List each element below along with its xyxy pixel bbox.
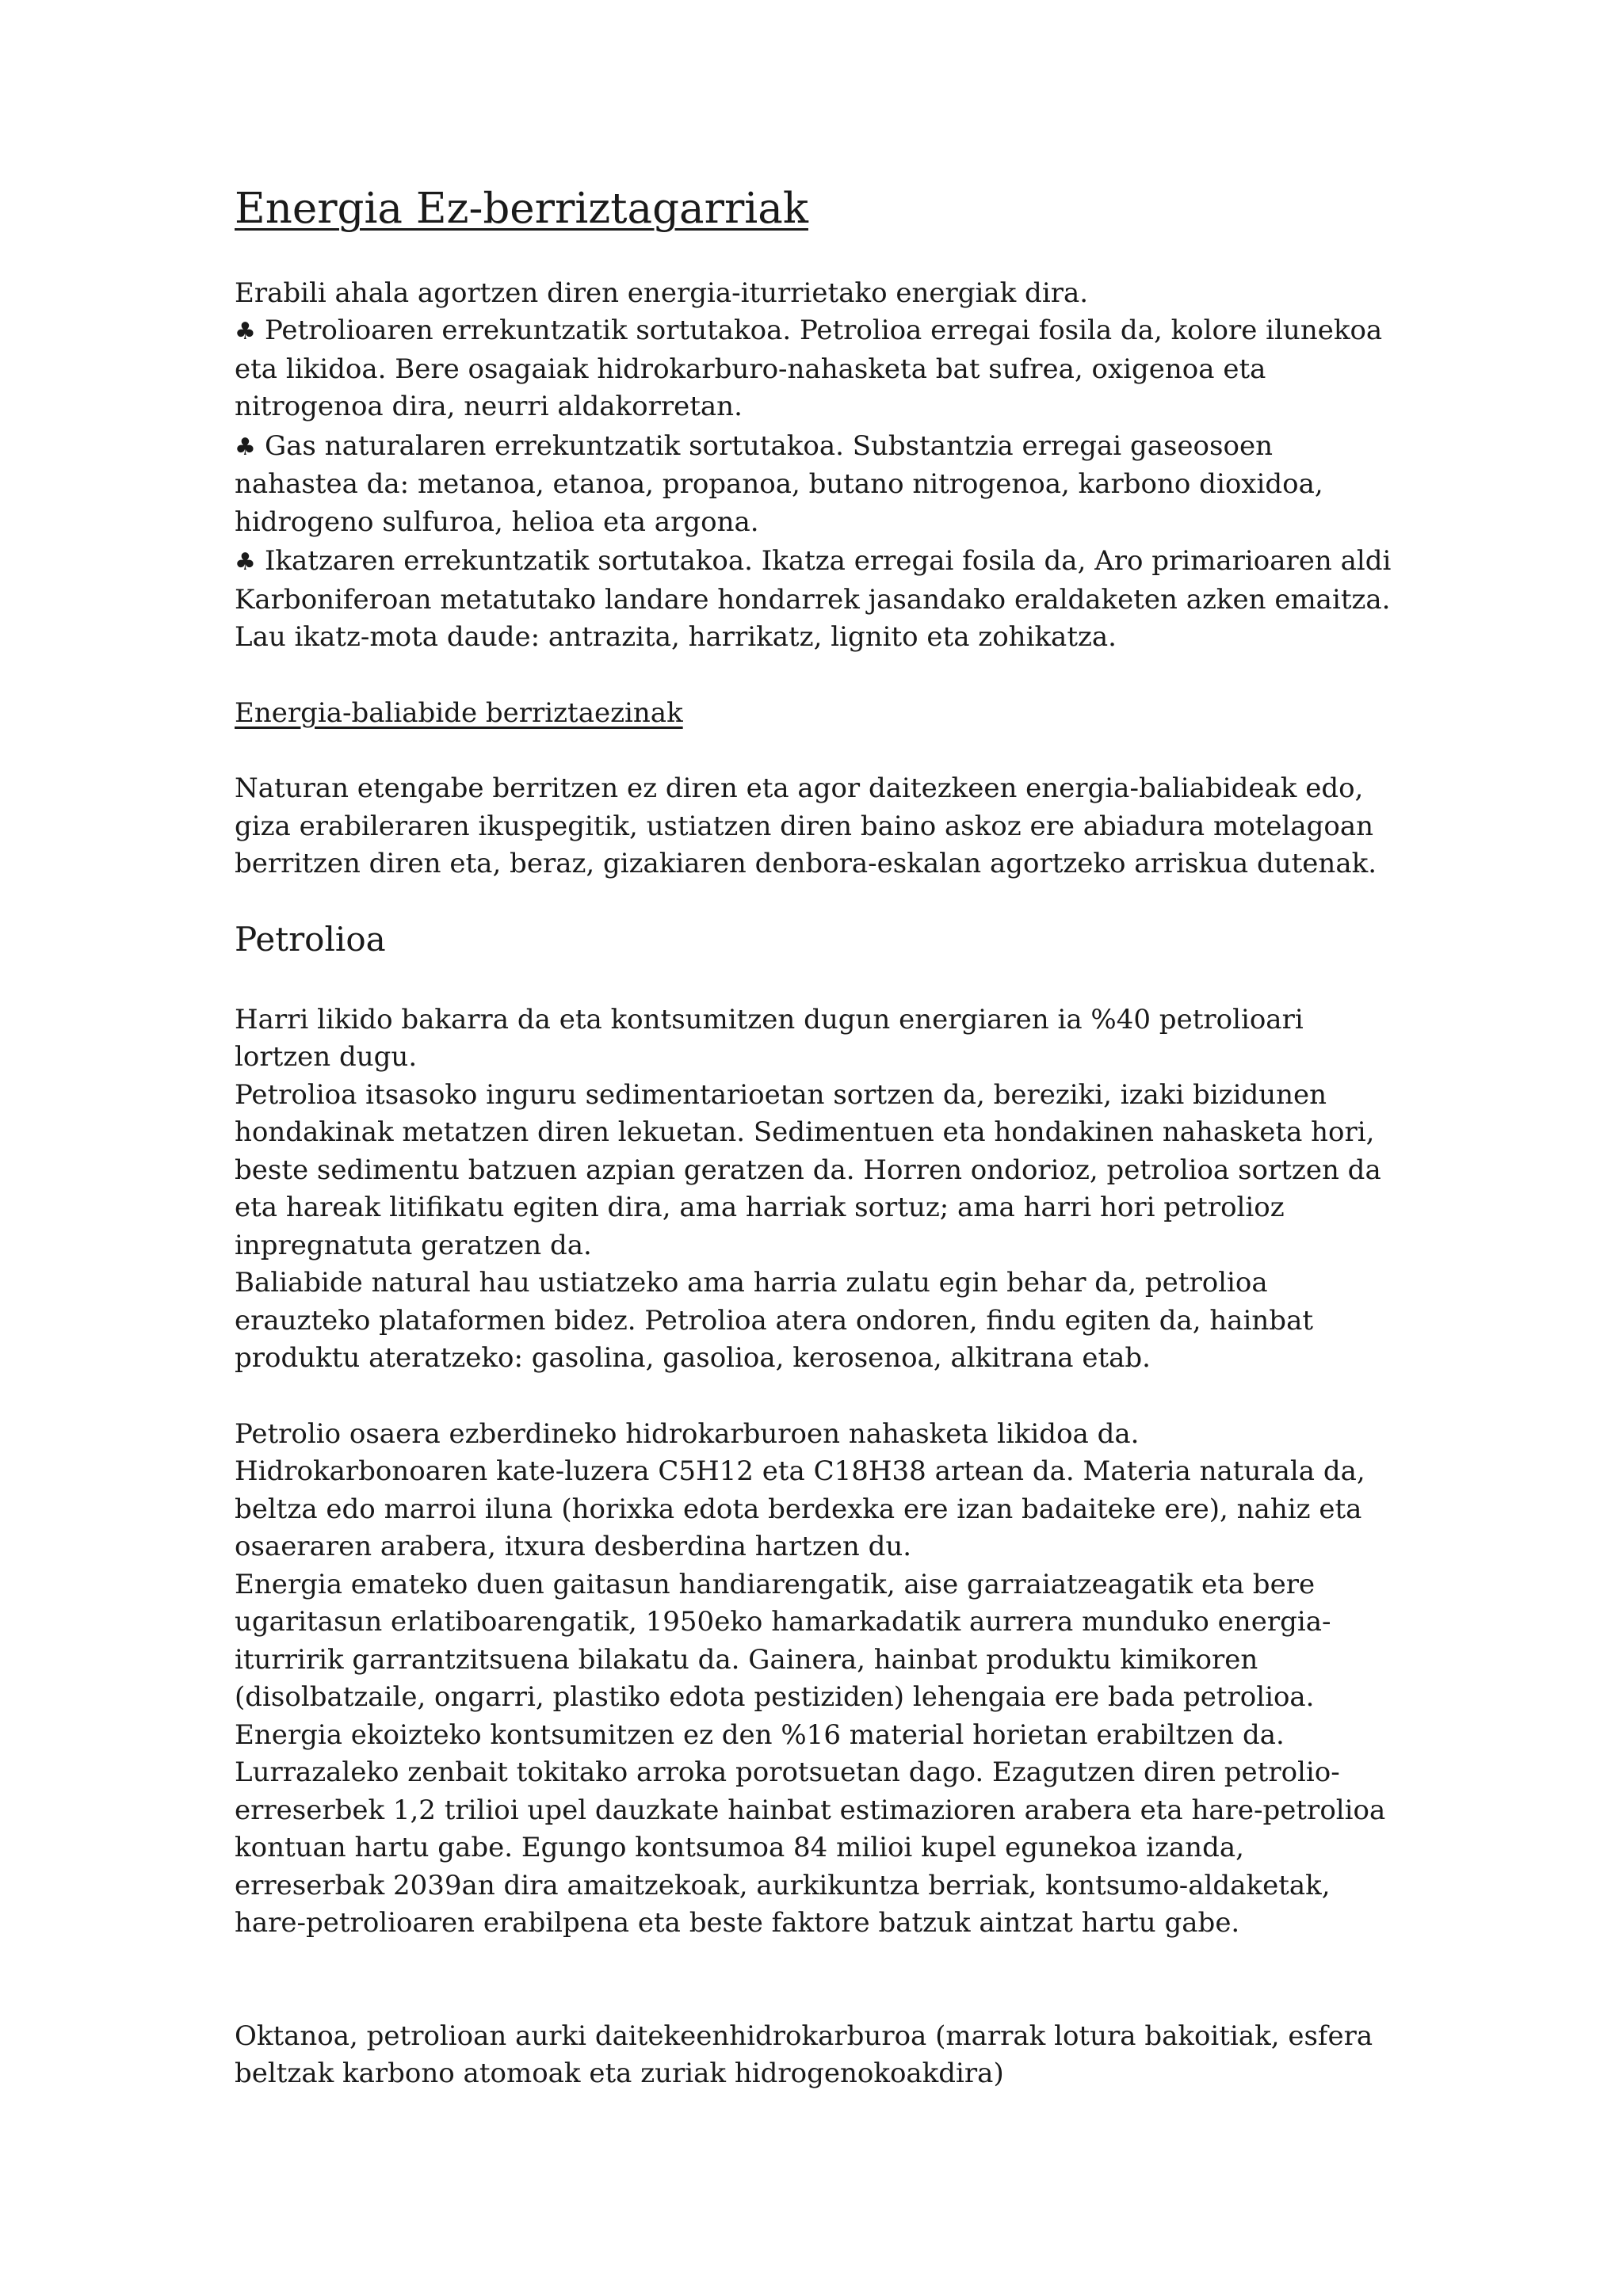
paragraph-line: Energia emateko duen gaitasun handiarengatik, aise garraiatzeagatik eta bere ugaritasun erlatiboarengatik, 1950eko hamarkadatik aurrera munduko energia-iturririk garrantzitsuena bilakatu da. Gainera, hainbat produktu kimikoren (disolbatzaile, ongarri, plastiko edota pestiziden) lehengaia ere bada petrolioa. Energia ekoizteko kontsumitzen ez den %16 material horietan erabiltzen da. [235,1568,1331,1751]
definition-paragraph: Naturan etengabe berritzen ez diren eta agor daitezkeen energia-baliabideak edo, giza erabileraren ikuspegitik, ustiatzen diren baino askoz ere abiadura motelagoan berritzen diren eta, beraz, gizakiaren denbora-eskalan agortzeko arriskua dutenak. [235,772,1377,880]
paragraph-line: Petrolio osaera ezberdineko hidrokarburoen nahasketa likidoa da. Hidrokarbonoaren kate-luzera C5H12 eta C18H38 artean da. Materia naturala da, beltza edo marroi iluna (horixka edota berdexka ere izan badaiteke ere), nahiz eta osaeraren arabera, itxura desberdina hartzen du. [235,1417,1365,1563]
intro-text: Erabili ahala agortzen diren energia-iturrietako energiak dira. [235,277,1089,309]
section-paragraph-1 [235,1001,1400,1378]
figure-caption: Oktanoa, petrolioan aurki daitekeenhidrokarburoa (marrak lotura bakoitiak, esfera beltzak karbono atomoak eta zuriak hidrogenokoakdira) [235,2019,1373,2090]
document-page [235,182,1400,2093]
club-icon: ♣ [235,318,256,346]
list-item [235,312,1400,426]
paragraph-line: Lurrazaleko zenbait tokitako arroka porotsuetan dago. Ezagutzen diren petrolio-erreserbek 1,2 trilioi upel dauzkate hainbat estimazioren arabera eta hare-petrolioa kontuan hartu gabe. Egungo kontsumoa 84 milioi kupel egunekoa izanda, erreserbak 2039an dira amaitzekoak, aurkikuntza berriak, kontsumo-aldaketak, hare-petrolioaren erabilpena eta beste faktore batzuk aintzat hartu gabe. [235,1756,1386,1939]
paragraph-line: Baliabide natural hau ustiatzeko ama harria zulatu egin behar da, petrolioa erauzteko plataformen bidez. Petrolioa atera ondoren, findu egiten da, hainbat produktu ateratzeko: gasolina, gasolioa, kerosenoa, alkitrana etab. [235,1267,1313,1375]
club-icon: ♣ [235,548,256,577]
section-heading: Petrolioa [235,919,386,959]
list-item [235,428,1400,542]
list-item-text: Gas naturalaren errekuntzatik sortutakoa. Substantzia erregai gaseosoen nahastea da: metanoa, etanoa, propanoa, butano nitrogenoa, karbono dioxidoa, hidrogeno sulfuroa, helioa eta argona. [235,429,1323,538]
list-item-text: Petrolioaren errekuntzatik sortutakoa. Petrolioa erregai fosila da, kolore ilunekoa eta likidoa. Bere osagaiak hidrokarburo-nahasketa bat sufrea, oxigenoa eta nitrogenoa dira, neurri aldakorretan. [235,315,1383,423]
list-item [235,543,1400,657]
list-item-text: Ikatzaren errekuntzatik sortutakoa. Ikatza erregai fosila da, Aro primarioaren aldi Karboniferoan metatutako landare hondarrek jasandako eraldaketen azken emaitza. Lau ikatz-mota daude: antrazita, harrikatz, lignito eta zohikatza. [235,545,1392,654]
paragraph-line: Harri likido bakarra da eta kontsumitzen dugun energiaren ia %40 petrolioari lortzen dugu. [235,1003,1304,1074]
subheading: Energia-baliabide berriztaezinak [235,696,683,729]
paragraph-line: Petrolioa itsasoko inguru sedimentarioetan sortzen da, bereziki, izaki bizidunen hondakinak metatzen diren lekuetan. Sedimentuen eta hondakinen nahasketa hori, beste sedimentu batzuen azpian geratzen da. Horren ondorioz, petrolioa sortzen da eta hareak litifikatu egiten dira, ama harriak sortuz; ama harri hori petrolioz inpregnatuta geratzen da. [235,1078,1381,1261]
club-icon: ♣ [235,433,256,461]
section-paragraph-2 [235,1416,1400,1943]
document-title: Energia Ez-berriztagarriak [235,185,808,233]
bullet-list [235,312,1400,657]
